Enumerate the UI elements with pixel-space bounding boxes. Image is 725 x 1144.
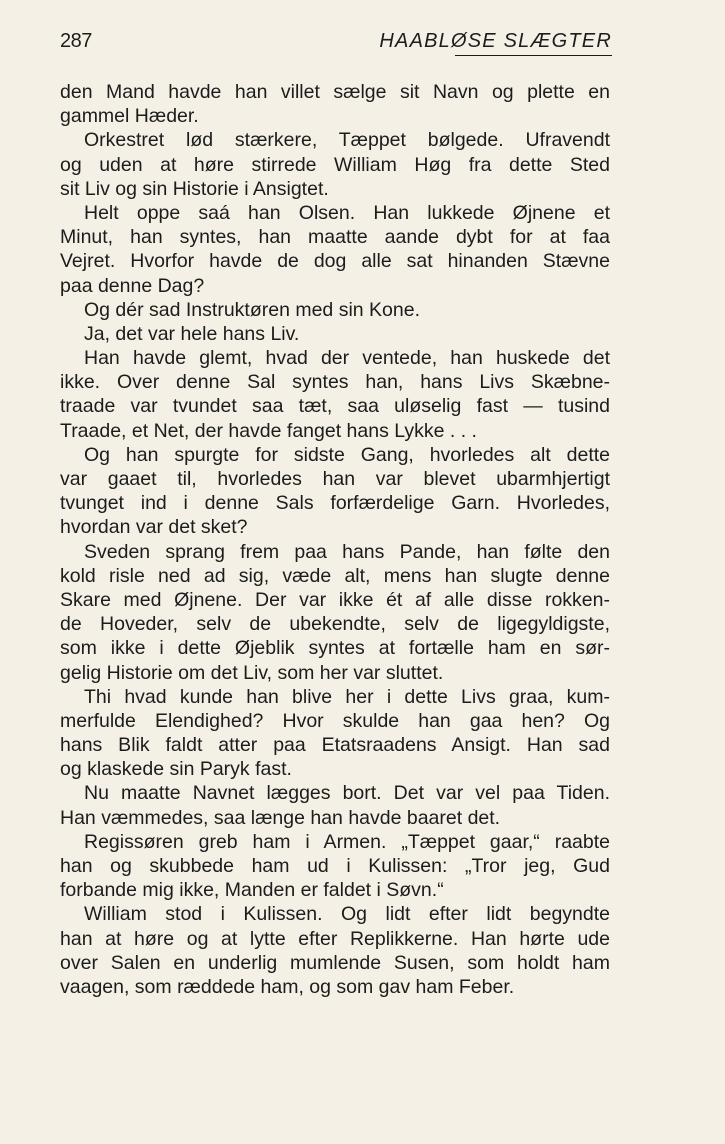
page-number: 287	[60, 30, 92, 52]
text-line: hvordan var det sket?	[60, 516, 248, 539]
body-text	[60, 80, 610, 999]
text-line: Han væmmedes, saa længe han havde baaret det.	[60, 806, 501, 829]
text-line: traade var tvundet saa tæt, saa uløselig fast — tusind	[60, 395, 610, 418]
text-line: han at høre og at lytte efter Replikkerne. Han hørte ude	[60, 927, 610, 950]
text-line: Regissøren greb ham i Armen. „Tæppet gaar,“ raabte	[84, 830, 610, 853]
text-line: Vejret. Hvorfor havde de dog alle sat hinanden Stævne	[60, 250, 610, 273]
text-line: og klaskede sin Paryk fast.	[60, 758, 292, 781]
running-title: HAABLØSE SLÆGTER	[379, 30, 612, 52]
text-line: Og han spurgte for sidste Gang, hvorledes alt dette	[84, 443, 610, 466]
text-line: Helt oppe saá han Olsen. Han lukkede Øjnene et	[84, 201, 610, 224]
text-line: paa denne Dag?	[60, 274, 205, 297]
text-line: Orkestret lød stærkere, Tæppet bølgede. Ufravendt	[84, 129, 610, 152]
text-line: Og dér sad Instruktøren med sin Kone.	[84, 298, 420, 321]
text-line: de Hoveder, selv de ubekendte, selv de ligegyldigste,	[60, 613, 610, 636]
text-line: og uden at høre stirrede William Høg fra dette Sted	[60, 153, 610, 176]
text-line: gelig Historie om det Liv, som her var sluttet.	[60, 661, 444, 684]
text-line: som ikke i dette Øjeblik syntes at fortælle ham en sør-	[60, 637, 610, 660]
text-line: Nu maatte Navnet lægges bort. Det var vel paa Tiden.	[84, 782, 610, 805]
text-line: ikke. Over denne Sal syntes han, hans Livs Skæbne-	[60, 371, 610, 394]
text-line: Han havde glemt, hvad der ventede, han huskede det	[84, 347, 610, 370]
text-line: Thi hvad kunde han blive her i dette Livs graa, kum-	[84, 685, 610, 708]
text-line: Sveden sprang frem paa hans Pande, han følte den	[84, 540, 610, 563]
text-line: den Mand havde han villet sælge sit Navn og plette en	[60, 81, 610, 103]
text-line: Ja, det var hele hans Liv.	[84, 322, 300, 345]
text-line: merfulde Elendighed? Hvor skulde han gaa hen? Og	[60, 709, 610, 732]
text-line: vaagen, som ræddede ham, og som gav ham Feber.	[60, 975, 515, 998]
page-header	[60, 30, 612, 58]
text-line: var gaaet til, hvorledes han var blevet ubarmhjertigt	[60, 468, 610, 490]
text-line: tvunget ind i denne Sals forfærdelige Garn. Hvorledes,	[60, 492, 610, 515]
text-line: Traade, et Net, der havde fanget hans Lykke . . .	[60, 419, 477, 442]
text-line: gammel Hæder.	[60, 105, 199, 128]
text-line: Minut, han syntes, han maatte aande dybt for at faa	[60, 226, 610, 249]
text-line: William stod i Kulissen. Og lidt efter lidt begyndte	[84, 903, 610, 926]
text-line: over Salen en underlig mumlende Susen, som holdt ham	[60, 951, 610, 974]
text-line: Skare med Øjnene. Der var ikke ét af alle disse rokken-	[60, 588, 610, 611]
text-line: sit Liv og sin Historie i Ansigtet.	[60, 177, 329, 200]
text-line: hans Blik faldt atter paa Etatsraadens Ansigt. Han sad	[60, 734, 610, 757]
text-line: forbande mig ikke, Manden er faldet i Søvn.“	[60, 879, 444, 902]
text-line: han og skubbede ham ud i Kulissen: „Tror jeg, Gud	[60, 855, 610, 877]
text-line: kold risle ned ad sig, væde alt, mens han slugte denne	[60, 564, 610, 587]
header-rule	[455, 55, 612, 56]
